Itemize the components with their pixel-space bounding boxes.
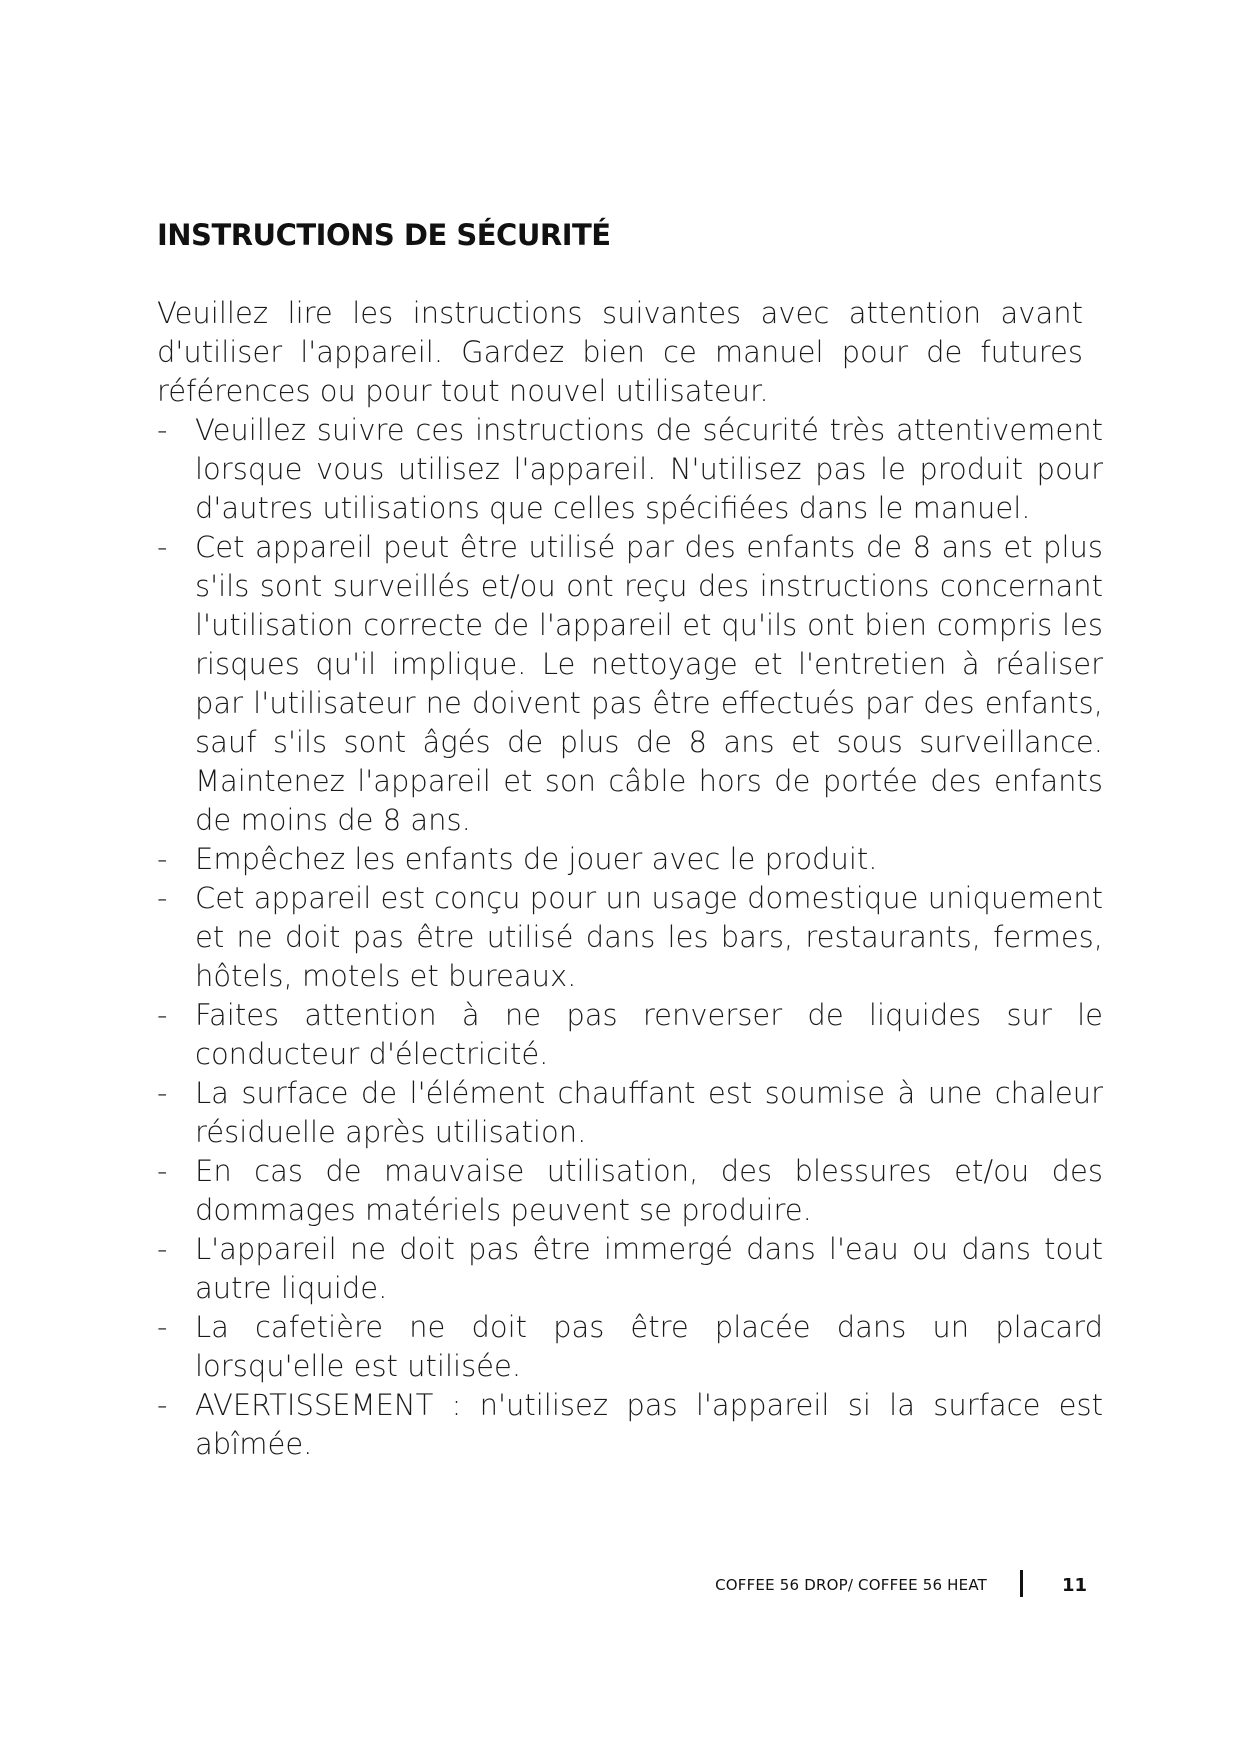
list-item-text: Cet appareil est conçu pour un usage domestique uniquement et ne doit pas être utilisé dans les bars, restaurants, fermes, hôtels, motels et bureaux. [195, 881, 1103, 993]
bullet-dash: - [157, 881, 168, 915]
bullet-dash: - [157, 1388, 168, 1422]
list-item-text: Faites attention à ne pas renverser de liquides sur le conducteur d'électricité. [195, 998, 1103, 1071]
list-item-text: AVERTISSEMENT : n'utilisez pas l'appareil si la surface est abîmée. [195, 1388, 1103, 1461]
list-item-text: Empêchez les enfants de jouer avec le produit. [195, 842, 878, 876]
page-title: INSTRUCTIONS DE SÉCURITÉ [157, 218, 611, 252]
list-item [157, 996, 1103, 1074]
bullet-dash: - [157, 1310, 168, 1344]
list-item-text: En cas de mauvaise utilisation, des blessures et/ou des dommages matériels peuvent se produire. [195, 1154, 1103, 1227]
bullet-dash: - [157, 1154, 168, 1188]
bullet-dash: - [157, 530, 168, 564]
bullet-dash: - [157, 842, 168, 876]
page-footer [0, 1566, 1241, 1606]
list-item [157, 1152, 1103, 1230]
list-item-text: La cafetière ne doit pas être placée dans un placard lorsqu'elle est utilisée. [195, 1310, 1103, 1383]
list-item-text: L'appareil ne doit pas être immergé dans l'eau ou dans tout autre liquide. [195, 1232, 1103, 1305]
list-item-text: Veuillez suivre ces instructions de sécurité très attentivement lorsque vous utilisez l'appareil. N'utilisez pas le produit pour d'autres utilisations que celles spécifiées dans le manuel. [195, 413, 1103, 525]
intro-paragraph: Veuillez lire les instructions suivantes avec attention avant d'utiliser l'appareil. Gardez bien ce manuel pour de futures références ou pour tout nouvel utilisateur. [157, 296, 1083, 408]
list-item [157, 840, 1103, 879]
list-item-text: La surface de l'élément chauffant est soumise à une chaleur résiduelle après utilisation. [195, 1076, 1103, 1149]
document-body [157, 294, 1107, 1464]
page-number: 11 [1062, 1575, 1088, 1596]
bullet-dash: - [157, 1076, 168, 1110]
safety-list [157, 411, 1107, 1464]
list-item [157, 411, 1103, 528]
list-item [157, 1308, 1103, 1386]
bullet-dash: - [157, 1232, 168, 1266]
list-item-text: Cet appareil peut être utilisé par des enfants de 8 ans et plus s'ils sont surveillés et/ou ont reçu des instructions concernant l'utilisation correcte de l'appareil et qu'ils ont bien compris les risques qu'il implique. Le nettoyage et l'entretien à réaliser par l'utilisateur ne doivent pas être effectués par des enfants, sauf s'ils sont âgés de plus de 8 ans et sous surveillance. Maintenez l'appareil et son câble hors de portée des enfants de moins de 8 ans. [195, 530, 1103, 837]
bullet-dash: - [157, 413, 168, 447]
bullet-dash: - [157, 998, 168, 1032]
list-item [157, 1386, 1103, 1464]
footer-divider [1020, 1570, 1023, 1597]
list-item [157, 879, 1103, 996]
footer-model-name: COFFEE 56 DROP/ COFFEE 56 HEAT [715, 1576, 987, 1594]
list-item [157, 1074, 1103, 1152]
list-item [157, 1230, 1103, 1308]
list-item [157, 528, 1103, 840]
